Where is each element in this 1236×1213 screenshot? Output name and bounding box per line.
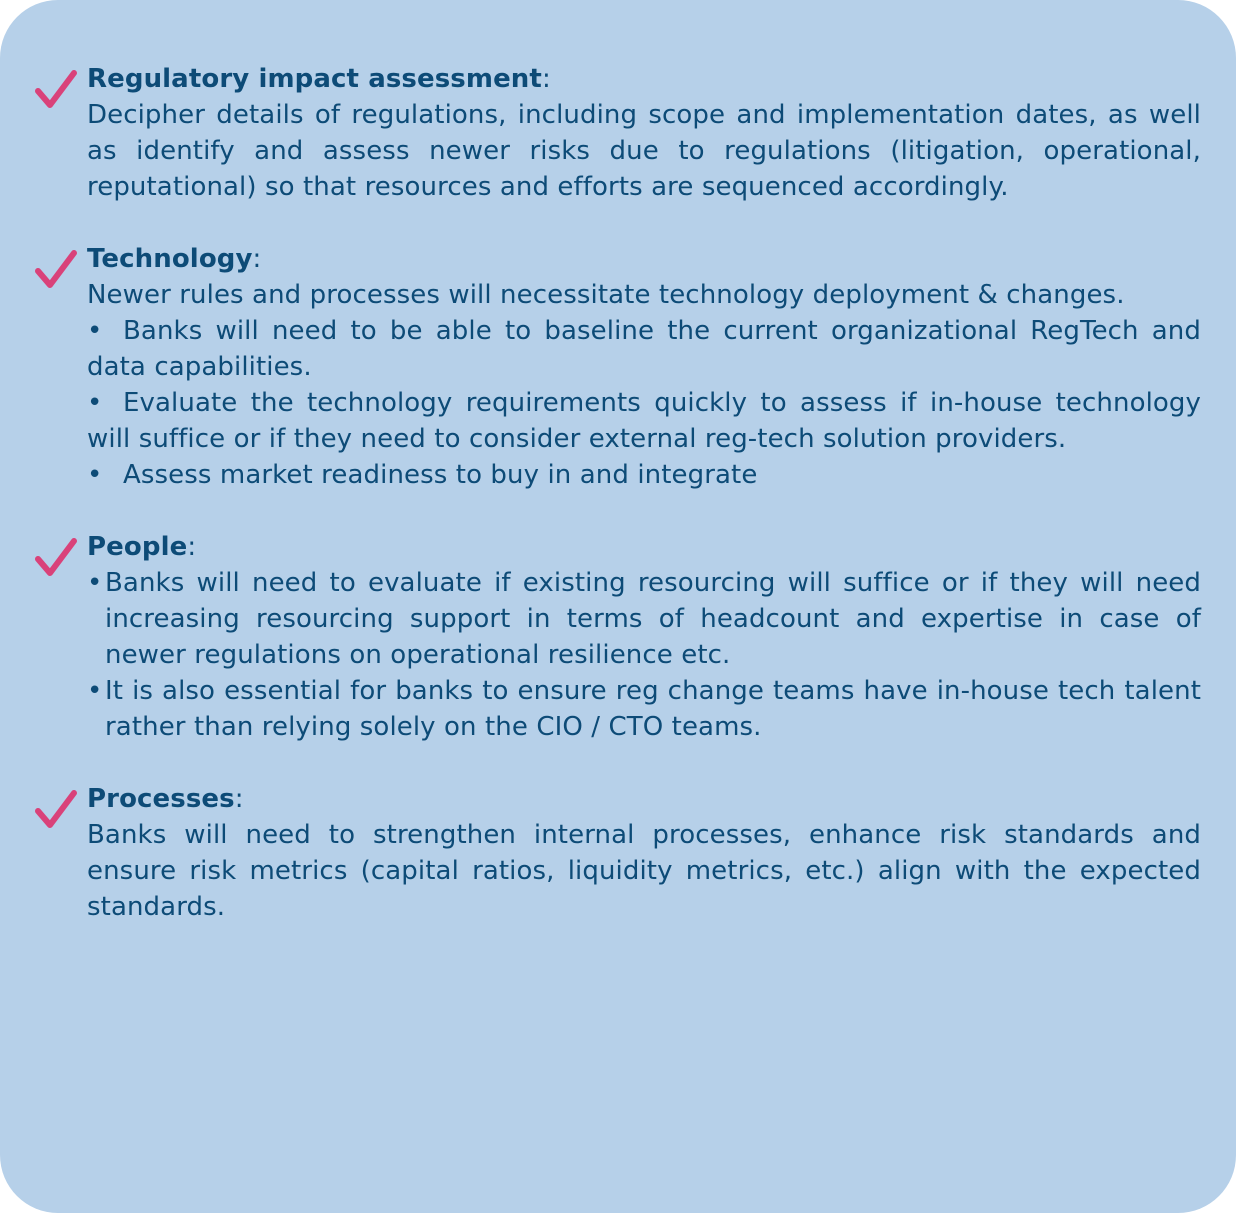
checkmark-icon: [35, 69, 77, 109]
list-item: [87, 673, 1201, 745]
section-title: Regulatory impact assessment: [87, 64, 542, 94]
section-body: Decipher details of regulations, including scope and implementation dates, as well as identify and assess newer risks due to regulations (litigation, operational, reputational) so that resources and efforts are sequenced accordingly.: [87, 100, 1201, 202]
section-people: [87, 529, 1201, 745]
list-item: [87, 457, 1201, 493]
checkmark-icon: [35, 249, 77, 289]
heading-colon: :: [187, 532, 197, 562]
section-heading: [87, 61, 1201, 97]
checkmark-icon: [35, 789, 77, 829]
heading-colon: :: [252, 244, 262, 274]
section-title: Processes: [87, 784, 235, 814]
list-item: [87, 385, 1201, 457]
heading-colon: :: [541, 64, 551, 94]
section-technology: [87, 241, 1201, 493]
section-heading: [87, 241, 1201, 277]
section-processes: [87, 781, 1201, 925]
list-item: [87, 565, 1201, 673]
checkmark-icon: [35, 537, 77, 577]
section-heading: [87, 781, 1201, 817]
bullet-marker: •: [87, 388, 103, 418]
list-item-text: Evaluate the technology requirements quickly to assess if in-house technology will suffice or if they need to consider external reg-tech solution providers.: [87, 388, 1201, 454]
section-body: Banks will need to strengthen internal processes, enhance risk standards and ensure risk metrics (capital ratios, liquidity metrics, etc.) align with the expected standards.: [87, 820, 1201, 922]
list-item-text: Banks will need to be able to baseline the current organizational RegTech and data capabilities.: [87, 316, 1201, 382]
list-item-text: It is also essential for banks to ensure reg change teams have in-house tech talent rather than relying solely on the CIO / CTO teams.: [105, 676, 1201, 742]
section-regulatory-impact: [87, 61, 1201, 205]
section-title: Technology: [87, 244, 253, 274]
list-item-text: Assess market readiness to buy in and integrate: [123, 460, 758, 490]
heading-colon: :: [234, 784, 244, 814]
bullet-marker: •: [87, 568, 103, 598]
list-item: [87, 313, 1201, 385]
section-title: People: [87, 532, 188, 562]
section-body: Newer rules and processes will necessitate technology deployment & changes.: [87, 280, 1125, 310]
bullet-marker: •: [87, 460, 103, 490]
content-body: [87, 61, 1201, 925]
bullet-marker: •: [87, 676, 103, 706]
list-item-text: Banks will need to evaluate if existing resourcing will suffice or if they will need increasing resourcing support in terms of headcount and expertise in case of newer regulations on operational resilience etc.: [105, 568, 1201, 670]
section-heading: [87, 529, 1201, 565]
bullet-marker: •: [87, 316, 103, 346]
